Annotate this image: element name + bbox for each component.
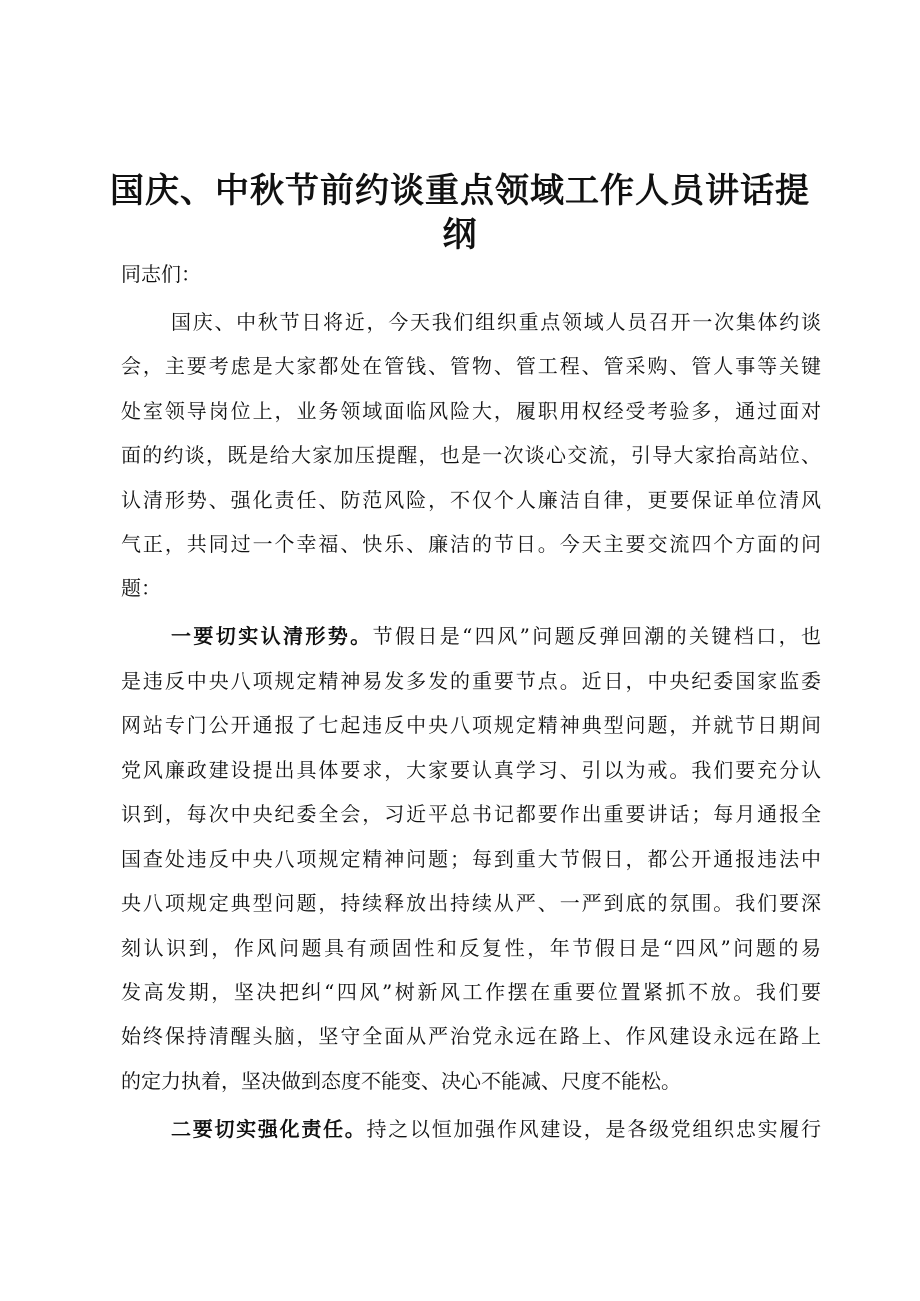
intro-line: 处室领导岗位上，业务领域面临风险大，履职用权经受考验多，通过面对: [121, 399, 821, 423]
section-1-heading: 一要切实认清形势。: [171, 624, 373, 648]
intro-line: 面的约谈，既是给大家加压提醒，也是一次谈心交流，引导大家抬高站位、: [121, 443, 821, 467]
intro-line: 国庆、中秋节日将近，今天我们组织重点领域人员召开一次集体约谈: [171, 310, 821, 334]
section-1-line: 网站专门公开通报了七起违反中央八项规定精神典型问题，并就节日期间: [121, 713, 821, 737]
section-1-line: 党风廉政建设提出具体要求，大家要认真学习、引以为戒。我们要充分认: [121, 758, 821, 782]
section-1-first-line: [171, 623, 821, 649]
intro-line: 认清形势、强化责任、防范风险，不仅个人廉洁自律，更要保证单位清风: [121, 488, 821, 512]
section-1-line: 国查处违反中央八项规定精神问题；每到重大节假日，都公开通报违法中: [121, 847, 821, 871]
section-1-line: 识到，每次中央纪委全会，习近平总书记都要作出重要讲话；每月通报全: [121, 802, 821, 826]
intro-line: 题：: [121, 576, 161, 600]
document-title-line-2: 纲: [442, 215, 478, 255]
section-1-line: 刻认识到，作风问题具有顽固性和反复性，年节假日是“四风”问题的易: [121, 936, 821, 960]
document-title-line-1: 国庆、中秋节前约谈重点领域工作人员讲话提: [110, 171, 810, 211]
salutation: 同志们：: [121, 262, 201, 286]
intro-line: 气正，共同过一个幸福、快乐、廉洁的节日。今天主要交流四个方面的问: [121, 532, 821, 556]
intro-line: 会，主要考虑是大家都处在管钱、管物、管工程、管采购、管人事等关键: [121, 354, 821, 378]
section-2-first-line: [171, 1116, 821, 1142]
section-2-heading: 二要切实强化责任。: [171, 1117, 367, 1141]
section-1-line: 央八项规定典型问题，持续释放出持续从严、一严到底的氛围。我们要深: [121, 891, 821, 915]
section-2-first-line-text: 持之以恒加强作风建设，是各级党组织忠实履行: [366, 1117, 822, 1141]
section-1-line: 的定力执着，坚决做到态度不能变、决心不能减、尺度不能松。: [121, 1069, 681, 1093]
section-1-first-line-text: 节假日是“四风”问题反弹回潮的关键档口，也: [372, 624, 822, 648]
section-1-line: 始终保持清醒头脑，坚守全面从严治党永远在路上、作风建设永远在路上: [121, 1024, 821, 1048]
section-1-line: 是违反中央八项规定精神易发多发的重要节点。近日，中央纪委国家监委: [121, 669, 821, 693]
section-1-line: 发高发期，坚决把纠“四风”树新风工作摆在重要位置紧抓不放。我们要: [121, 980, 821, 1004]
